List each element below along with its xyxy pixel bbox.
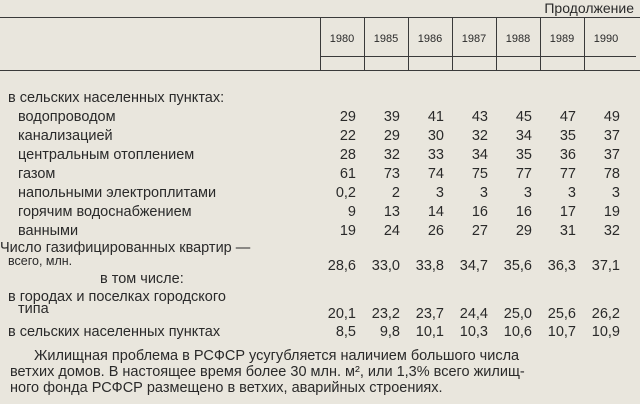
cell-value: 3 [479,185,488,201]
row-label: газом [18,166,56,182]
cell-value: 20,1 [327,306,356,322]
cell-value: 47 [559,109,576,125]
cell-value: 22 [339,128,356,144]
cell-value: 16 [515,204,532,220]
table-row [0,90,640,108]
cell-value: 61 [339,166,356,182]
row-label: Число газифицированных квартир — [0,240,251,256]
cell-value: 2 [391,185,400,201]
table-row [0,240,640,258]
cell-value: 29 [383,128,400,144]
cell-value: 29 [515,223,532,239]
paragraph-line: ного фонда РСФСР размещено в ветхих, аварийных строениях. [10,380,443,396]
cell-value: 14 [427,204,444,220]
cell-value: 10,1 [415,324,444,340]
cell-value: 9,8 [379,324,400,340]
row-label: канализацией [18,128,113,144]
row-label: горячим водоснабжением [18,204,192,220]
cell-value: 35 [515,147,532,163]
cell-value: 75 [471,166,488,182]
cell-value: 41 [427,109,444,125]
cell-value: 35 [559,128,576,144]
year-header: 1988 [505,33,531,45]
table-row [0,324,640,342]
cell-value: 16 [471,204,488,220]
cell-value: 23,2 [371,306,400,322]
row-label: всего, млн. [8,254,73,268]
cell-value: 34 [471,147,488,163]
cell-value: 28,6 [327,258,356,274]
cell-value: 33,0 [371,258,400,274]
table-row [0,109,640,127]
cell-value: 37 [603,147,620,163]
cell-value: 35,6 [503,258,532,274]
cell-value: 29 [339,109,356,125]
cell-value: 3 [523,185,532,201]
table-row [0,271,640,289]
year-header: 1987 [461,33,487,45]
table-row [0,166,640,184]
row-label: водопроводом [18,109,116,125]
body-paragraph [10,348,630,396]
continuation-label: Продолжение [544,0,634,16]
cell-value: 19 [603,204,620,220]
cell-value: 73 [383,166,400,182]
row-label: напольными электроплитами [18,185,217,201]
row-label: в сельских населенных пунктах: [8,90,225,106]
cell-value: 24,4 [459,306,488,322]
cell-value: 17 [559,204,576,220]
cell-value: 30 [427,128,444,144]
cell-value: 31 [559,223,576,239]
cell-value: 3 [435,185,444,201]
cell-value: 32 [603,223,620,239]
cell-value: 26 [427,223,444,239]
cell-value: 78 [603,166,620,182]
cell-value: 32 [471,128,488,144]
table-row [0,185,640,203]
row-label: в том числе: [100,271,184,287]
year-header: 1980 [329,33,355,45]
row-label: в городах и поселках городского [8,289,226,305]
cell-value: 23,7 [415,306,444,322]
table-row [0,223,640,241]
cell-value: 3 [567,185,576,201]
table-row [0,289,640,307]
row-label: в сельских населенных пунктах [8,324,221,340]
cell-value: 77 [515,166,532,182]
table-row [0,204,640,222]
year-header: 1989 [549,33,575,45]
row-label: типа [18,301,49,317]
cell-value: 77 [559,166,576,182]
cell-value: 34 [515,128,532,144]
cell-value: 8,5 [335,324,356,340]
header-underline [320,56,636,57]
cell-value: 10,9 [591,324,620,340]
cell-value: 25,6 [547,306,576,322]
cell-value: 39 [383,109,400,125]
row-label: ванными [18,223,79,239]
cell-value: 28 [339,147,356,163]
cell-value: 45 [515,109,532,125]
cell-value: 37,1 [591,258,620,274]
cell-value: 43 [471,109,488,125]
cell-value: 24 [383,223,400,239]
cell-value: 36 [559,147,576,163]
cell-value: 3 [611,185,620,201]
cell-value: 49 [603,109,620,125]
paragraph-line: Жилищная проблема в РСФСР усугубляется наличием большого числа [34,348,520,364]
cell-value: 9 [347,204,356,220]
cell-value: 10,7 [547,324,576,340]
cell-value: 33 [427,147,444,163]
table-row [0,128,640,146]
row-label: центральным отоплением [18,147,195,163]
cell-value: 25,0 [503,306,532,322]
cell-value: 13 [383,204,400,220]
cell-value: 0,2 [335,185,356,201]
year-header: 1985 [373,33,399,45]
year-header-row [320,33,636,45]
paragraph-line: ветхих домов. В настоящее время более 30 млн. м², или 1,3% всего жилищ- [10,364,525,380]
cell-value: 26,2 [591,306,620,322]
cell-value: 19 [339,223,356,239]
cell-value: 10,3 [459,324,488,340]
cell-value: 10,6 [503,324,532,340]
table-row [0,301,640,324]
table-row [0,147,640,165]
cell-value: 27 [471,223,488,239]
cell-value: 34,7 [459,258,488,274]
cell-value: 37 [603,128,620,144]
year-header: 1990 [593,33,619,45]
cell-value: 36,3 [547,258,576,274]
cell-value: 32 [383,147,400,163]
cell-value: 74 [427,166,444,182]
cell-value: 33,8 [415,258,444,274]
table-header-rule [0,70,640,71]
year-header: 1986 [417,33,443,45]
